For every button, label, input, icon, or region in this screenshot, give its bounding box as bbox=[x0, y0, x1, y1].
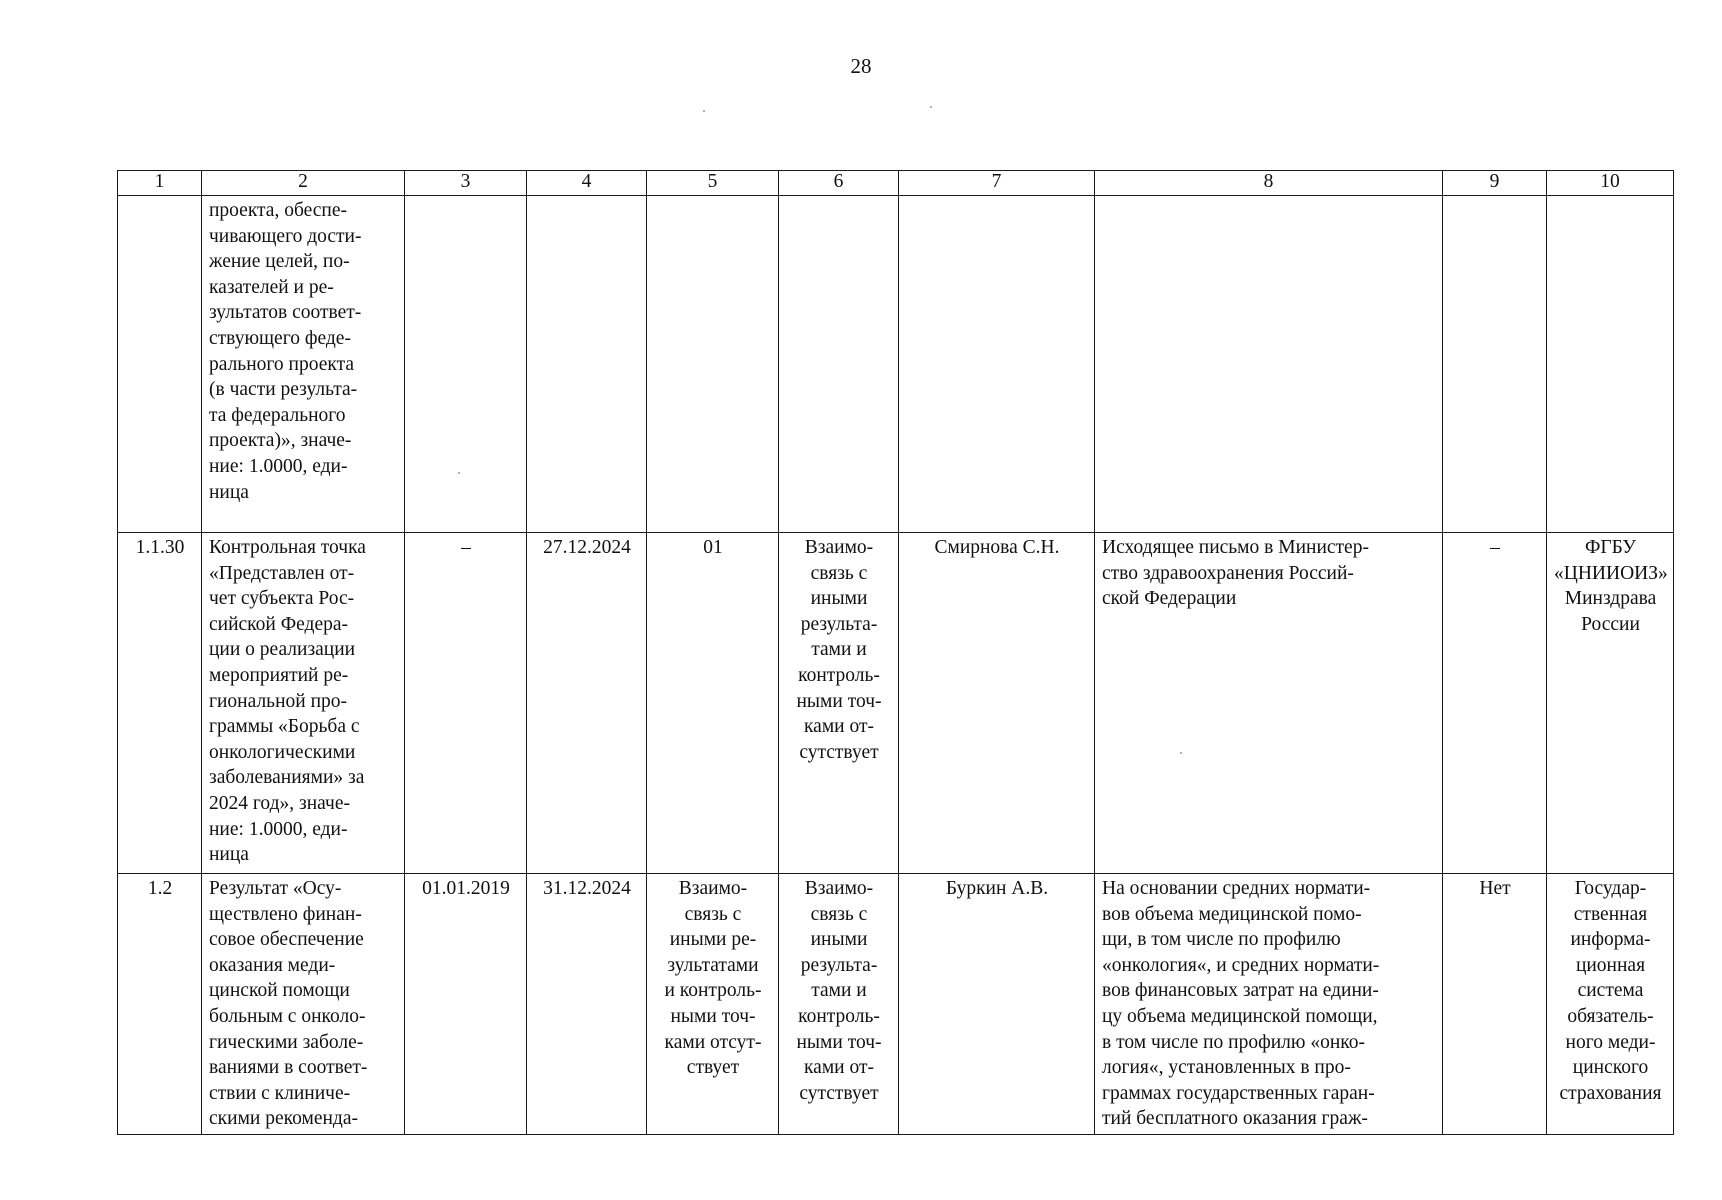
document-table bbox=[117, 170, 1674, 1135]
scan-speck bbox=[703, 110, 705, 112]
cell-text: 01.01.2019 bbox=[422, 878, 510, 899]
cell-text: Взаимо- связь с иными результа- тами и контроль- ными точ- ками от- сутствует bbox=[796, 878, 882, 1104]
cell-col5 bbox=[647, 533, 779, 874]
column-header: 5 bbox=[647, 171, 779, 196]
cell-responsible bbox=[899, 533, 1095, 874]
cell-system bbox=[1547, 196, 1674, 533]
cell-number bbox=[118, 196, 202, 533]
cell-start-date bbox=[405, 196, 527, 533]
cell-text: Исходящее письмо в Министер- ство здравоохранения Россий- ской Федерации bbox=[1102, 537, 1369, 610]
cell-start-date bbox=[405, 533, 527, 874]
cell-document bbox=[1095, 196, 1443, 533]
cell-text: ФГБУ «ЦНИИОИЗ» Минздрава России bbox=[1554, 537, 1668, 635]
cell-col5 bbox=[647, 874, 779, 1135]
cell-col6 bbox=[779, 874, 899, 1135]
cell-system bbox=[1547, 874, 1674, 1135]
table-row bbox=[118, 874, 1674, 1135]
cell-document bbox=[1095, 874, 1443, 1135]
cell-name bbox=[202, 533, 405, 874]
cell-text: 31.12.2024 bbox=[543, 878, 631, 899]
cell-text: Буркин А.В. bbox=[945, 878, 1049, 899]
cell-text: Контрольная точка «Представлен от- чет субъекта Рос- сийской Федера- ции о реализации мероприятий ре- гиональной про- граммы «Борьба с онкологическими заболеваниями» за 2024 год», значе- ние: 1.0000, еди- ница bbox=[209, 537, 366, 866]
cell-responsible bbox=[899, 196, 1095, 533]
cell-col9 bbox=[1443, 874, 1547, 1135]
cell-end-date bbox=[527, 196, 647, 533]
cell-number bbox=[118, 874, 202, 1135]
cell-text: Государ- ственная информа- ционная система обязатель- ного меди- цинского страхования bbox=[1559, 878, 1662, 1104]
cell-name bbox=[202, 196, 405, 533]
cell-col6 bbox=[779, 533, 899, 874]
cell-col5 bbox=[647, 196, 779, 533]
cell-start-date bbox=[405, 874, 527, 1135]
column-header: 2 bbox=[202, 171, 405, 196]
cell-col9 bbox=[1443, 196, 1547, 533]
cell-responsible bbox=[899, 874, 1095, 1135]
page-number: 28 bbox=[850, 54, 872, 78]
cell-text: Смирнова С.Н. bbox=[934, 537, 1060, 558]
cell-text: 1.2 bbox=[147, 878, 173, 899]
cell-end-date bbox=[527, 533, 647, 874]
cell-text: 27.12.2024 bbox=[543, 537, 631, 558]
cell-text: 01 bbox=[703, 537, 723, 558]
column-header: 10 bbox=[1547, 171, 1674, 196]
cell-text: Взаимо- связь с иными ре- зультатами и контроль- ными точ- ками отсут- ствует bbox=[664, 878, 762, 1079]
header-row bbox=[118, 171, 1674, 196]
column-header: 1 bbox=[118, 171, 202, 196]
column-header: 9 bbox=[1443, 171, 1547, 196]
scan-speck bbox=[930, 106, 932, 108]
cell-text: Нет bbox=[1479, 878, 1511, 899]
cell-document bbox=[1095, 533, 1443, 874]
cell-col9 bbox=[1443, 533, 1547, 874]
cell-text: проекта, обеспе- чивающего дости- жение целей, по- казателей и ре- зультатов соответ- ствующего феде- рального проекта (в части результа- та федерального проекта)», значе- ние: 1.0000, еди- ница bbox=[209, 200, 362, 503]
cell-text: – bbox=[461, 537, 471, 558]
cell-text: – bbox=[1490, 537, 1500, 558]
cell-text: 1.1.30 bbox=[135, 537, 185, 558]
cell-col6 bbox=[779, 196, 899, 533]
table-row bbox=[118, 533, 1674, 874]
column-header: 4 bbox=[527, 171, 647, 196]
cell-number bbox=[118, 533, 202, 874]
cell-text: Взаимо- связь с иными результа- тами и контроль- ными точ- ками от- сутствует bbox=[796, 537, 882, 763]
column-header: 3 bbox=[405, 171, 527, 196]
table-header bbox=[118, 171, 1674, 196]
column-header: 7 bbox=[899, 171, 1095, 196]
cell-text: Результат «Осу- ществлено финан- совое обеспечение оказания меди- цинской помощи больным с онколо- гическими заболе- ваниями в соответ- ствии с клиниче- скими рекоменда- bbox=[209, 878, 368, 1130]
column-header: 8 bbox=[1095, 171, 1443, 196]
table-row bbox=[118, 196, 1674, 533]
column-header: 6 bbox=[779, 171, 899, 196]
cell-end-date bbox=[527, 874, 647, 1135]
cell-name bbox=[202, 874, 405, 1135]
cell-text: На основании средних нормати- вов объема медицинской помо- щи, в том числе по профилю «онкология«, и средних нормати- вов финансовых затрат на едини- цу объема медицинской помощи, в том числе по профилю «онко- логия«, установленных в про- граммах государственных гаран- тий бесплатного оказания граж- bbox=[1102, 878, 1380, 1130]
cell-system bbox=[1547, 533, 1674, 874]
